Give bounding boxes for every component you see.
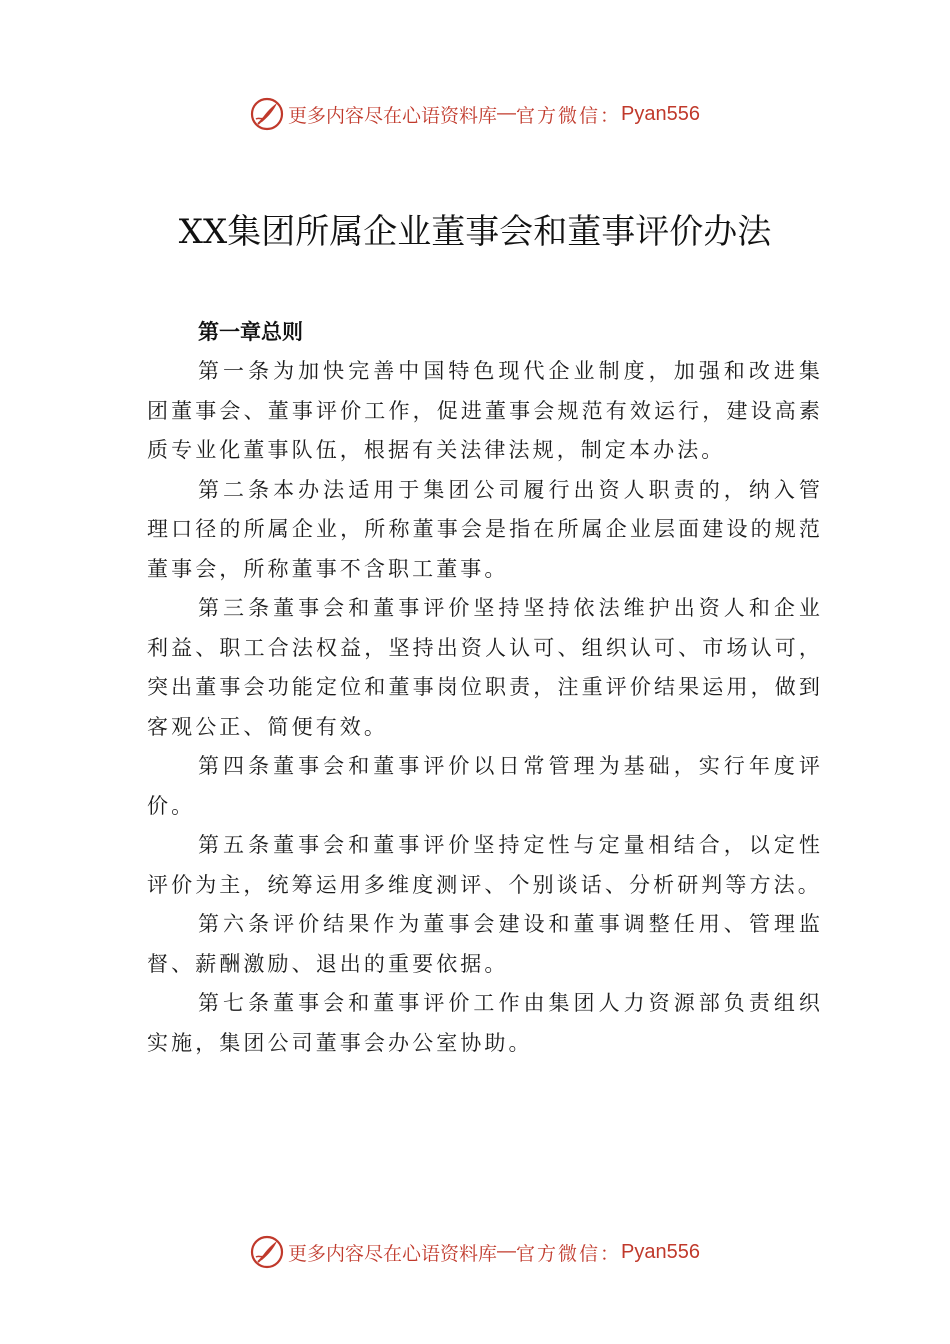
document-body (147, 312, 823, 1063)
banner-dash: — (497, 1241, 517, 1262)
banner-wechat-id: Pyan556 (621, 102, 700, 125)
article-6: 第六条评价结果作为董事会建设和董事调整任用、管理监督、薪酬激励、退出的重要依据。 (147, 912, 823, 976)
quill-pen-logo-icon (250, 1235, 284, 1269)
footer-watermark-banner (0, 1232, 950, 1272)
article-3: 第三条董事会和董事评价坚持坚持依法维护出资人和企业利益、职工合法权益，坚持出资人认可、组织认可、市场认可，突出董事会功能定位和董事岗位职责，注重评价结果运用，做到客观公正、简便有效。 (147, 596, 823, 739)
header-watermark-banner (0, 94, 950, 134)
article-4: 第四条董事会和董事评价以日常管理为基础，实行年度评价。 (147, 754, 823, 818)
document-title: XX集团所属企业董事会和董事评价办法 (178, 212, 772, 252)
article-2: 第二条本办法适用于集团公司履行出资人职责的，纳入管理口径的所属企业，所称董事会是指在所属企业层面建设的规范董事会，所称董事不含职工董事。 (147, 477, 823, 581)
article-5: 第五条董事会和董事评价坚持定性与定量相结合，以定性评价为主，统筹运用多维度测评、个别谈话、分析研判等方法。 (147, 833, 823, 897)
article-1: 第一条为加快完善中国特色现代企业制度，加强和改进集团董事会、董事评价工作，促进董事会规范有效运行，建设高素质专业化董事队伍，根据有关法律法规，制定本办法。 (147, 359, 823, 462)
quill-pen-logo-icon (250, 97, 284, 131)
article-7: 第七条董事会和董事评价工作由集团人力资源部负责组织实施，集团公司董事会办公室协助。 (147, 991, 823, 1055)
banner-wechat-label: 官方微信： (516, 104, 622, 127)
chapter-heading: 第一章总则 (198, 320, 303, 344)
banner-dash: — (497, 103, 517, 124)
banner-main-text: 更多内容尽在心语资料库 (288, 104, 498, 127)
banner-main-text: 更多内容尽在心语资料库 (288, 1242, 498, 1265)
banner-wechat-label: 官方微信： (516, 1242, 622, 1265)
banner-wechat-id: Pyan556 (621, 1240, 700, 1263)
